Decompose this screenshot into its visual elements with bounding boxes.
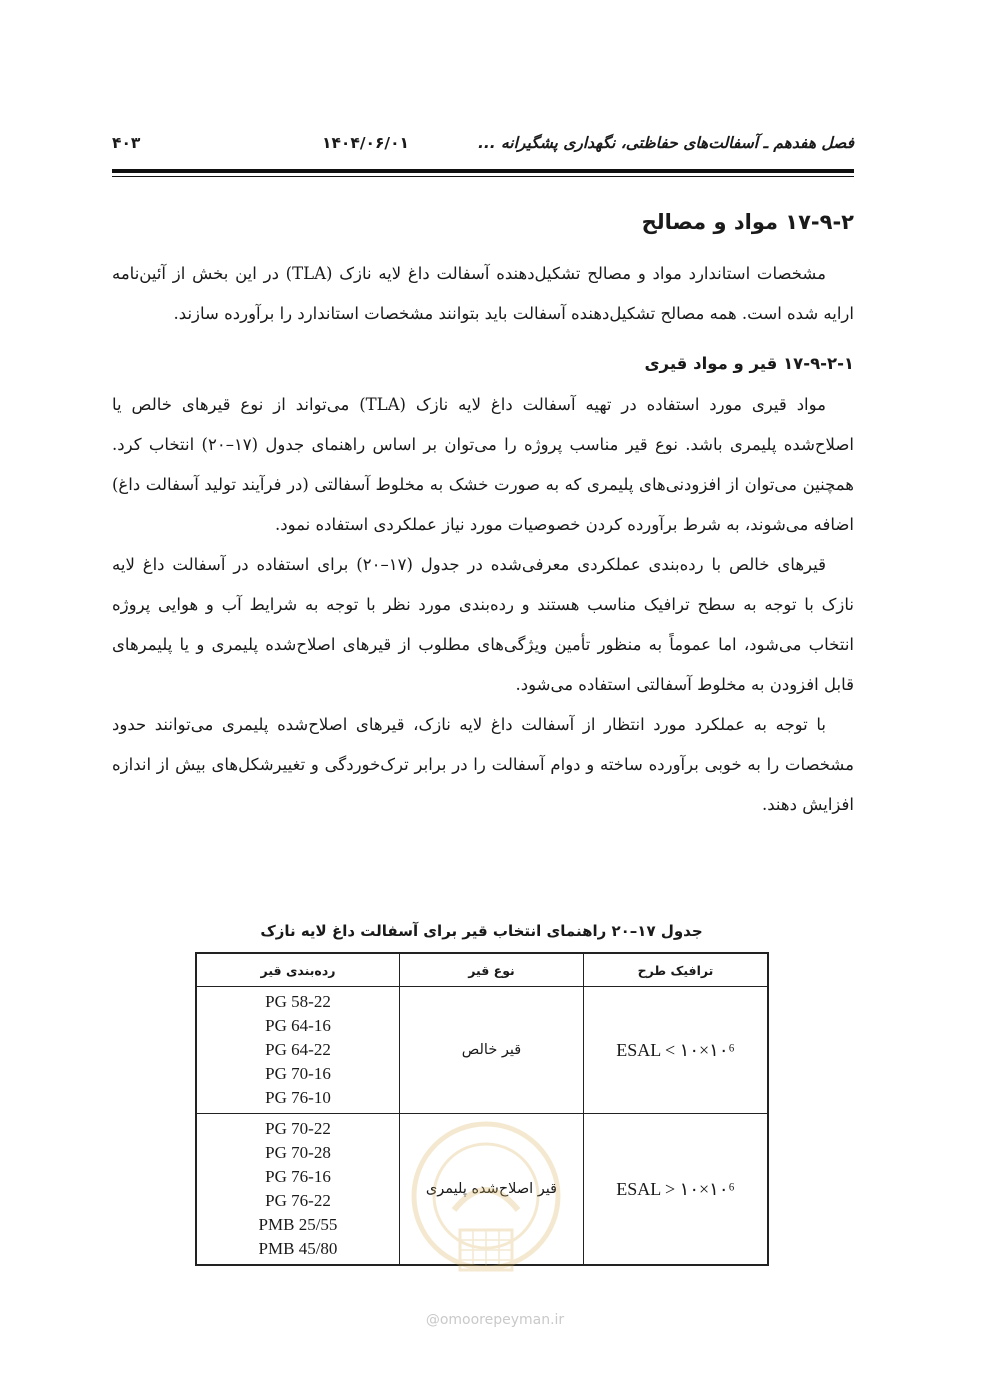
- table-row: [196, 987, 768, 1114]
- binder-type-cell: قیر اصلاح‌شده پلیمری: [400, 1114, 584, 1266]
- page-number: ۴۰۳: [112, 134, 141, 152]
- traffic-cell: ESAL < ۱۰×۱۰⁶: [584, 987, 769, 1114]
- grade-item: PMB 25/55: [258, 1215, 338, 1234]
- main-content: [112, 210, 854, 825]
- header-rule-thin: [112, 176, 854, 177]
- page-header: [112, 128, 854, 162]
- watermark-logo-icon: [402, 1100, 570, 1300]
- table-caption: جدول ۱۷–۲۰ راهنمای انتخاب قیر برای آسفالت داغ لایه نازک: [260, 922, 703, 940]
- grade-item: PG 64-22: [265, 1040, 331, 1059]
- subsection-paragraph-2: قیرهای خالص با رده‌بندی عملکردی معرفی‌شده در جدول (۱۷–۲۰) برای استفاده در آسفالت داغ لایه نازک با توجه به سطح ترافیک مناسب هستند و رده‌بندی مورد نظر با توجه به شرایط آب و هوایی پروژه انتخاب می‌شود، اما عموماً به منظور تأمین ویژگی‌های مطلوب از قیرهای اصلاح‌شده پلیمری و یا پلیمرهای قابل افزودن به مخلوط آسفالتی استفاده می‌شود.: [112, 555, 854, 694]
- section-heading: ۱۷-۹-۲ مواد و مصالح: [641, 210, 854, 234]
- header-rule-thick: [112, 169, 854, 173]
- grade-item: PG 70-22: [265, 1119, 331, 1138]
- grade-item: PG 70-16: [265, 1064, 331, 1083]
- watermark-text: @omoorepeyman.ir: [425, 1312, 565, 1328]
- subsection-paragraph-3: با توجه به عملکرد مورد انتظار از آسفالت داغ لایه نازک، قیرهای اصلاح‌شده پلیمری می‌توانند حدود مشخصات را به خوبی برآورده ساخته و دوام آسفالت را در برابر ترک‌خوردگی و تغییرشکل‌های بیش از اندازه افزایش دهند.: [112, 715, 854, 814]
- binder-grade-cell: [196, 1114, 400, 1266]
- grade-item: PG 70-28: [265, 1143, 331, 1162]
- grade-item: PG 58-22: [265, 992, 331, 1011]
- grade-item: PG 76-10: [265, 1088, 331, 1107]
- grade-item: PG 64-16: [265, 1016, 331, 1035]
- section-paragraph: مشخصات استاندارد مواد و مصالح تشکیل‌دهنده آسفالت داغ لایه نازک (TLA) در این بخش از آئین‌نامه ارایه شده است. همه مصالح تشکیل‌دهنده آسفالت باید بتوانند مشخصات استاندارد را برآورده سازند.: [112, 264, 854, 323]
- header-binder-grade: رده‌بندی قیر: [196, 953, 400, 987]
- header-traffic: ترافیک طرح: [584, 953, 769, 987]
- table-header-row: [196, 953, 768, 987]
- grade-item: PG 76-16: [265, 1167, 331, 1186]
- traffic-cell: ESAL > ۱۰×۱۰⁶: [584, 1114, 769, 1266]
- grade-item: PMB 45/80: [258, 1239, 338, 1258]
- header-binder-type: نوع قیر: [400, 953, 584, 987]
- subsection-paragraph-1: مواد قیری مورد استفاده در تهیه آسفالت داغ لایه نازک (TLA) می‌تواند از نوع قیرهای خالص یا اصلاح‌شده پلیمری باشد. نوع قیر مناسب پروژه را می‌توان بر اساس راهنمای جدول (۱۷–۲۰) انتخاب کرد. همچنین می‌توان از افزودنی‌های پلیمری که به صورت خشک به مخلوط آسفالتی (در فرآیند تولید آسفالت داغ) اضافه می‌شوند، به شرط برآورده کردن خصوصیات مورد نیاز عملکردی استفاده نمود.: [112, 395, 854, 534]
- chapter-title: فصل هفدهم ـ آسفالت‌های حفاظتی، نگهداری پشگیرانه ...: [477, 134, 854, 152]
- grade-item: PG 76-22: [265, 1191, 331, 1210]
- binder-type-cell: قیر خالص: [400, 987, 584, 1114]
- binder-grade-cell: [196, 987, 400, 1114]
- subsection-heading: ۱۷-۹-۲-۱ قیر و مواد قیری: [644, 354, 854, 373]
- header-date: ۱۴۰۴/۰۶/۰۱: [321, 134, 409, 152]
